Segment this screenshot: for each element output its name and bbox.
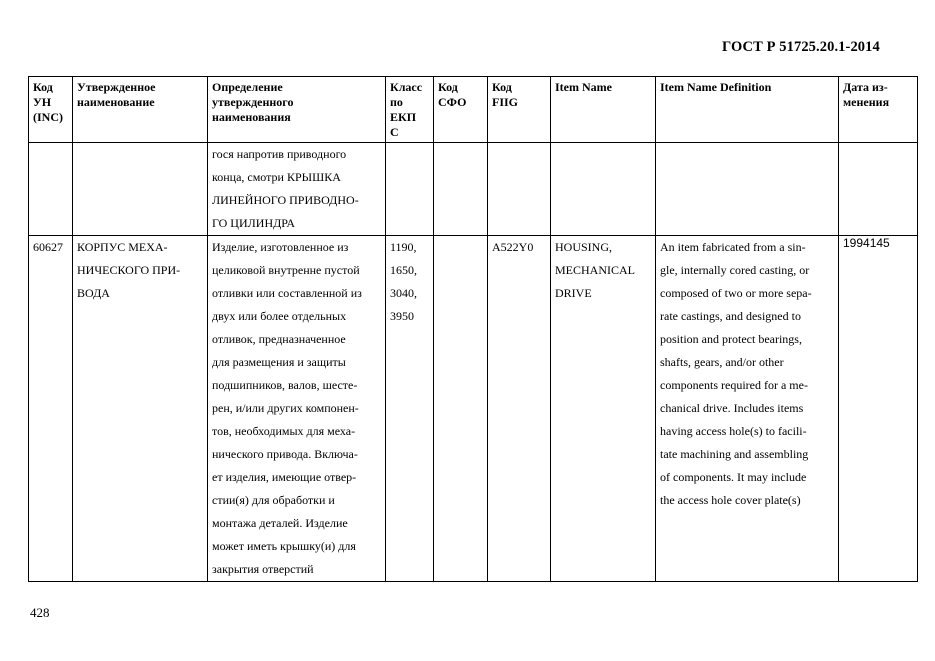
- cell-sfo: [434, 143, 488, 236]
- cell-sfo: [434, 236, 488, 582]
- col-header-item-name: Item Name: [551, 77, 656, 143]
- cell-inc: [29, 143, 73, 236]
- cell-fiig: [488, 143, 551, 236]
- col-header-approved-name: Утвержденное наименование: [73, 77, 208, 143]
- cell-date: [839, 143, 918, 236]
- table-header-row: [29, 77, 918, 143]
- cell-inc: 60627: [29, 236, 73, 582]
- table-row: [29, 236, 918, 582]
- cell-name: [73, 143, 208, 236]
- col-header-item-name-definition: Item Name Definition: [656, 77, 839, 143]
- cell-class: [386, 143, 434, 236]
- cell-item-def: An item fabricated from a sin- gle, internally cored casting, or composed of two or more sepa- rate castings, and designed to position and protect bearings, shafts, gears, and/or other components required for a me- chanical drive. Includes items having access hole(s) to facili- tate machining and assembling of components. It may include the access hole cover plate(s): [656, 236, 839, 582]
- catalog-table: [28, 76, 918, 582]
- page-number: 428: [30, 605, 50, 620]
- cell-item-name: HOUSING, MECHANICAL DRIVE: [551, 236, 656, 582]
- cell-fiig: A522Y0: [488, 236, 551, 582]
- col-header-change-date: Дата из- менения: [839, 77, 918, 143]
- col-header-class: Класс по ЕКП С: [386, 77, 434, 143]
- cell-class: 1190, 1650, 3040, 3950: [386, 236, 434, 582]
- cell-item-def: [656, 143, 839, 236]
- cell-name: КОРПУС МЕХА- НИЧЕСКОГО ПРИ- ВОДА: [73, 236, 208, 582]
- cell-definition: гося напротив приводного конца, смотри КРЫШКА ЛИНЕЙНОГО ПРИВОДНО- ГО ЦИЛИНДРА: [208, 143, 386, 236]
- cell-definition: Изделие, изготовленное из целиковой внутренне пустой отливки или составленной из двух или более отдельных отливок, предназначенное для размещения и защиты подшипников, валов, шесте- рен, и/или других компонен- тов, необходимых для меха- нического привода. Включа- ет изделия, имеющие отвер- стии(я) для обработки и монтажа деталей. Изделие может иметь крышку(и) для закрытия отверстий: [208, 236, 386, 582]
- cell-item-name: [551, 143, 656, 236]
- document-code: ГОСТ Р 51725.20.1-2014: [722, 39, 880, 55]
- col-header-definition: Определение утвержденного наименования: [208, 77, 386, 143]
- col-header-sfo: Код СФО: [434, 77, 488, 143]
- cell-date: 1994145: [839, 236, 918, 582]
- col-header-inc: Код УН (INC): [29, 77, 73, 143]
- table-row-continuation: [29, 143, 918, 236]
- col-header-fiig: Код FIIG: [488, 77, 551, 143]
